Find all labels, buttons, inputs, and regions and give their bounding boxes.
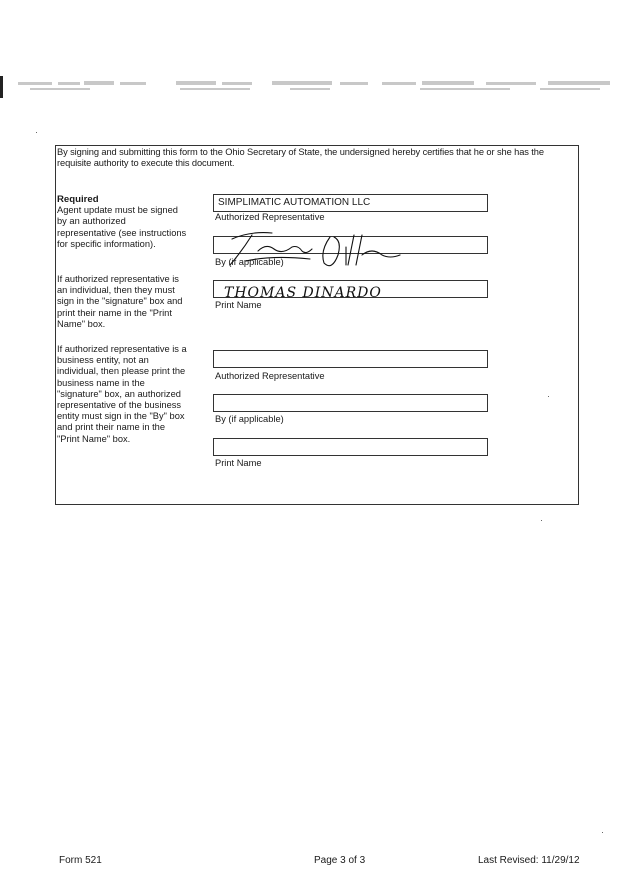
authorized-representative-field-2[interactable] (213, 350, 488, 368)
last-revised: Last Revised: 11/29/12 (478, 855, 580, 866)
authorized-representative-field[interactable]: SIMPLIMATIC AUTOMATION LLC (213, 194, 488, 212)
certification-statement: By signing and submitting this form to the Ohio Secretary of State, the undersigned hereby certifies that he or she has the requisite authority to execute this document. (57, 147, 544, 168)
scan-speck (541, 520, 542, 521)
required-instructions (57, 194, 187, 250)
print-name-label: Print Name (215, 300, 262, 310)
authorized-representative-label: Authorized Representative (215, 212, 325, 222)
scan-speck (36, 132, 37, 133)
print-name-handwriting: THOMAS DINARDO (224, 285, 382, 301)
required-heading: Required (57, 194, 99, 205)
scan-speck (602, 832, 603, 833)
faded-header-scan-artifact (0, 74, 622, 100)
by-signature-field-2[interactable] (213, 394, 488, 412)
individual-instructions: If authorized representative is an individual, then they must sign in the "signature" box and print their name in the "Print Name" box. (57, 274, 183, 329)
page-number: Page 3 of 3 (314, 855, 366, 866)
by-label: By (if applicable) (215, 257, 284, 267)
print-name-label-2: Print Name (215, 458, 262, 468)
business-entity-instructions: If authorized representative is a business entity, not an individual, then please print the business name in the "signature" box, an authorized representative of the business entity must sign in the "By" box and print their name in the "Print Name" box. (57, 344, 187, 444)
by-label-2: By (if applicable) (215, 414, 284, 424)
print-name-field-2[interactable] (213, 438, 488, 456)
required-text: Agent update must be signed by an authorized representative (see instructions for specific information). (57, 205, 187, 249)
scan-speck (548, 396, 549, 397)
form-number: Form 521 (59, 855, 102, 866)
authorized-representative-label-2: Authorized Representative (215, 371, 325, 381)
